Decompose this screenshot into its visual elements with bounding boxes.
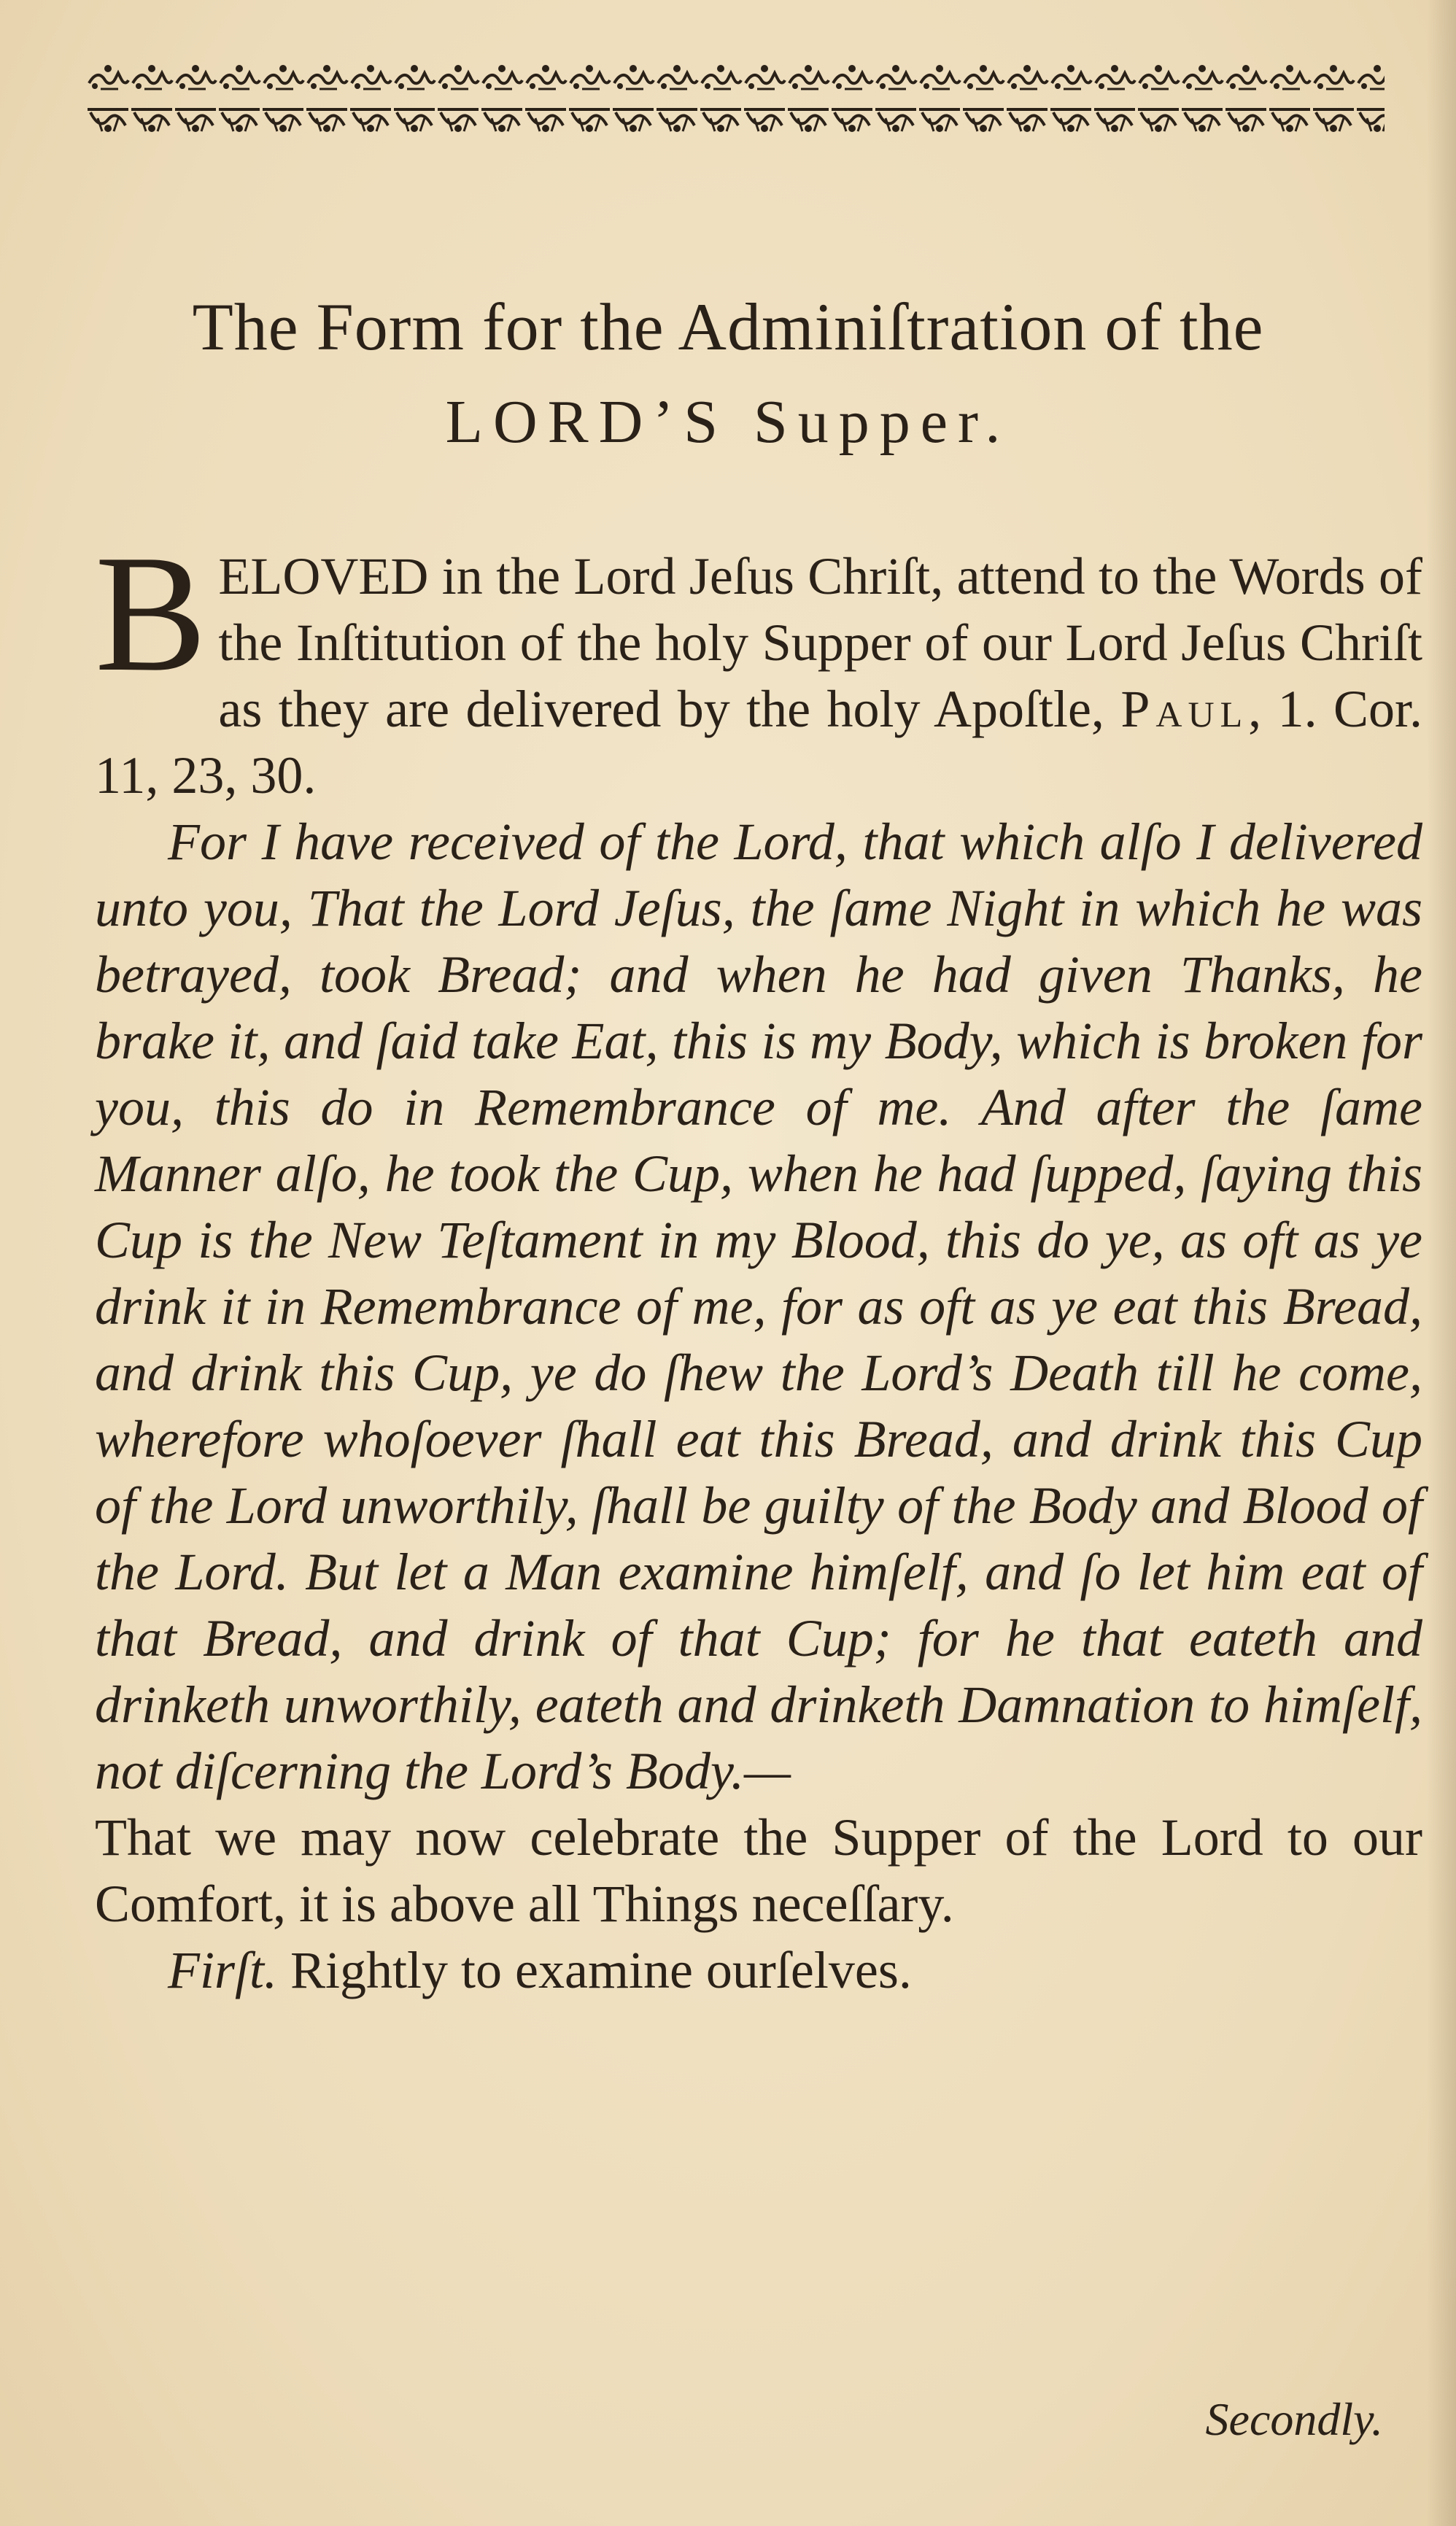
- apostle-name: Paul: [1120, 680, 1249, 738]
- first-point: [95, 1937, 1422, 2004]
- catchword: Secondly.: [1205, 2393, 1383, 2445]
- bottom-ornament-band: [86, 102, 1385, 168]
- continuation-paragraph: That we may now celebrate the Supper of the Lord to our Comfort, it is above all Things neceſſary.: [95, 1808, 1422, 1933]
- ornament-row-top: [86, 51, 1385, 95]
- scripture-quotation: For I have received of the Lord, that which alſo I delivered unto you, That the Lord Jeſus, the ſame Night in which he was betrayed, took Bread; and when he had given Thanks, he brake it, and ſaid take Eat, this is my Body, which is broken for you, this do in Remembrance of me. And after the ſame Manner alſo, he took the Cup, when he had ſupped, ſaying this Cup is the New Teſtament in my Blood, this do ye, as oft as ye drink it in Remembrance of me, for as oft as ye eat this Bread, and drink this Cup, ye do ſhew the Lord’s Death till he come, wherefore whoſoever ſhall eat this Bread, and drink this Cup of the Lord unworthily, ſhall be guilty of the Body and Blood of the Lord. But let a Man examine himſelf, and ſo let him eat of that Bread, and drink of that Cup; for he that eateth and drinketh unworthily, eateth and drinketh Damnation to himſelf, not diſcerning the Lord’s Body.—: [95, 813, 1422, 1800]
- opening-text: ELOVED in the Lord Jeſus Chriſt, attend to the Words of the Inſtitution of the holy Supper of our Lord Jeſus Chriſt as they are delivered by the holy Apoſtle,: [218, 547, 1422, 738]
- title-line-1: The Form for the Adminiſtration of the: [192, 290, 1264, 364]
- ornament-row-bottom: [86, 102, 1385, 142]
- page-edge-shadow: [1427, 0, 1456, 2526]
- first-text: Rightly to examine ourſelves.: [277, 1941, 912, 1999]
- first-label: Firſt.: [168, 1941, 278, 1999]
- page-body: [95, 520, 1423, 2004]
- opening-paragraph: [95, 520, 1423, 809]
- title-line-2: LORD’S Supper.: [445, 388, 1011, 456]
- drop-cap: B: [95, 520, 207, 706]
- scripture-reference: , 1. Cor. 11, 23, 30.: [95, 680, 1423, 805]
